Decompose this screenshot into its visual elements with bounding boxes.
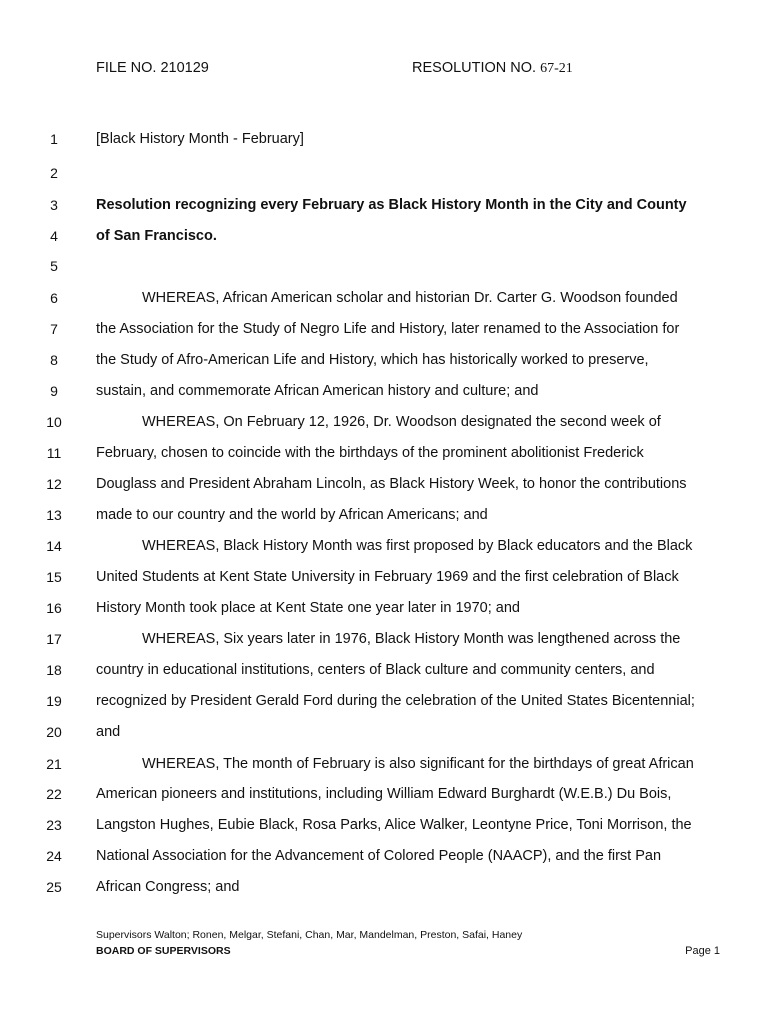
resolution-title: Resolution recognizing every February as Black History Month in the City and County: [96, 197, 687, 213]
line-number: 11: [46, 445, 62, 461]
line-number: 23: [46, 817, 62, 833]
line: [0, 507, 770, 527]
line-number: 3: [50, 197, 58, 213]
line-text: and: [96, 724, 121, 740]
line-number: 25: [46, 879, 62, 895]
line: [0, 631, 770, 651]
line: [0, 414, 770, 434]
line-text: History Month took place at Kent State one year later in 1970; and: [96, 600, 520, 616]
line: [0, 786, 770, 806]
line-number: 21: [46, 756, 62, 772]
line-text: Langston Hughes, Eubie Black, Rosa Parks, Alice Walker, Leontyne Price, Toni Morrison, the: [96, 817, 692, 833]
line-number: 10: [46, 414, 62, 430]
line: [0, 538, 770, 558]
resolution-label: RESOLUTION NO.: [412, 60, 537, 76]
line: [0, 476, 770, 496]
line-number: 18: [46, 662, 62, 678]
line: [0, 383, 770, 403]
line: [0, 228, 770, 248]
line-text: country in educational institutions, centers of Black culture and community centers, and: [96, 662, 655, 678]
line-text: the Association for the Study of Negro Life and History, later renamed to the Association for: [96, 321, 680, 337]
line-text: United Students at Kent State University in February 1969 and the first celebration of Black: [96, 569, 679, 585]
line: [0, 879, 770, 899]
line-text: the Study of Afro-American Life and History, which has historically worked to preserve,: [96, 352, 649, 368]
line: [0, 693, 770, 713]
line-text: recognized by President Gerald Ford during the celebration of the United States Bicentennial;: [96, 693, 695, 709]
line-number: 2: [50, 165, 58, 181]
line-text: Douglass and President Abraham Lincoln, as Black History Week, to honor the contributions: [96, 476, 687, 492]
line-text: WHEREAS, Six years later in 1976, Black History Month was lengthened across the: [142, 631, 681, 647]
resolution-title: of San Francisco.: [96, 228, 217, 244]
line-number: 8: [50, 352, 58, 368]
line-text: African Congress; and: [96, 879, 240, 895]
line-number: 12: [46, 476, 62, 492]
footer-board: BOARD OF SUPERVISORS: [96, 945, 231, 957]
line-text: WHEREAS, On February 12, 1926, Dr. Woodson designated the second week of: [142, 414, 661, 430]
line: [0, 131, 770, 151]
line-text: [Black History Month - February]: [96, 131, 304, 147]
line-number: 13: [46, 507, 62, 523]
line-number: 20: [46, 724, 62, 740]
resolution-number: [412, 60, 573, 77]
line-number: 14: [46, 538, 62, 554]
line-text: WHEREAS, Black History Month was first proposed by Black educators and the Black: [142, 538, 693, 554]
line: [0, 662, 770, 682]
line: [0, 848, 770, 868]
line: [0, 600, 770, 620]
line-text: American pioneers and institutions, including William Edward Burghardt (W.E.B.) Du Bois,: [96, 786, 672, 802]
line-number: 1: [50, 131, 58, 147]
line-number: 9: [50, 383, 58, 399]
line-number: 7: [50, 321, 58, 337]
line-number: 24: [46, 848, 62, 864]
line-number: 6: [50, 290, 58, 306]
line-text: sustain, and commemorate African American history and culture; and: [96, 383, 539, 399]
line: [0, 290, 770, 310]
file-number: FILE NO. 210129: [96, 60, 209, 76]
line: [0, 569, 770, 589]
line: [0, 321, 770, 341]
resolution-number-value: 67-21: [540, 61, 573, 76]
line-number: 15: [46, 569, 62, 585]
line-text: made to our country and the world by African Americans; and: [96, 507, 488, 523]
footer-supervisors: Supervisors Walton; Ronen, Melgar, Stefani, Chan, Mar, Mandelman, Preston, Safai, Haney: [96, 929, 523, 941]
line: [0, 445, 770, 465]
line-number: 5: [50, 258, 58, 274]
page-number: Page 1: [685, 945, 720, 957]
line-number: 4: [50, 228, 58, 244]
line-text: WHEREAS, The month of February is also significant for the birthdays of great African: [142, 756, 694, 772]
line-text: National Association for the Advancement of Colored People (NAACP), and the first Pan: [96, 848, 662, 864]
line: [0, 817, 770, 837]
line: [0, 197, 770, 217]
line-number: 22: [46, 786, 62, 802]
line-number: 19: [46, 693, 62, 709]
line-text: February, chosen to coincide with the birthdays of the prominent abolitionist Frederick: [96, 445, 644, 461]
line: [0, 756, 770, 776]
line-number: 17: [46, 631, 62, 647]
line: [0, 352, 770, 372]
line-number: 16: [46, 600, 62, 616]
line: [0, 724, 770, 744]
line-text: WHEREAS, African American scholar and historian Dr. Carter G. Woodson founded: [142, 290, 678, 306]
line: [0, 165, 770, 185]
line: [0, 258, 770, 278]
